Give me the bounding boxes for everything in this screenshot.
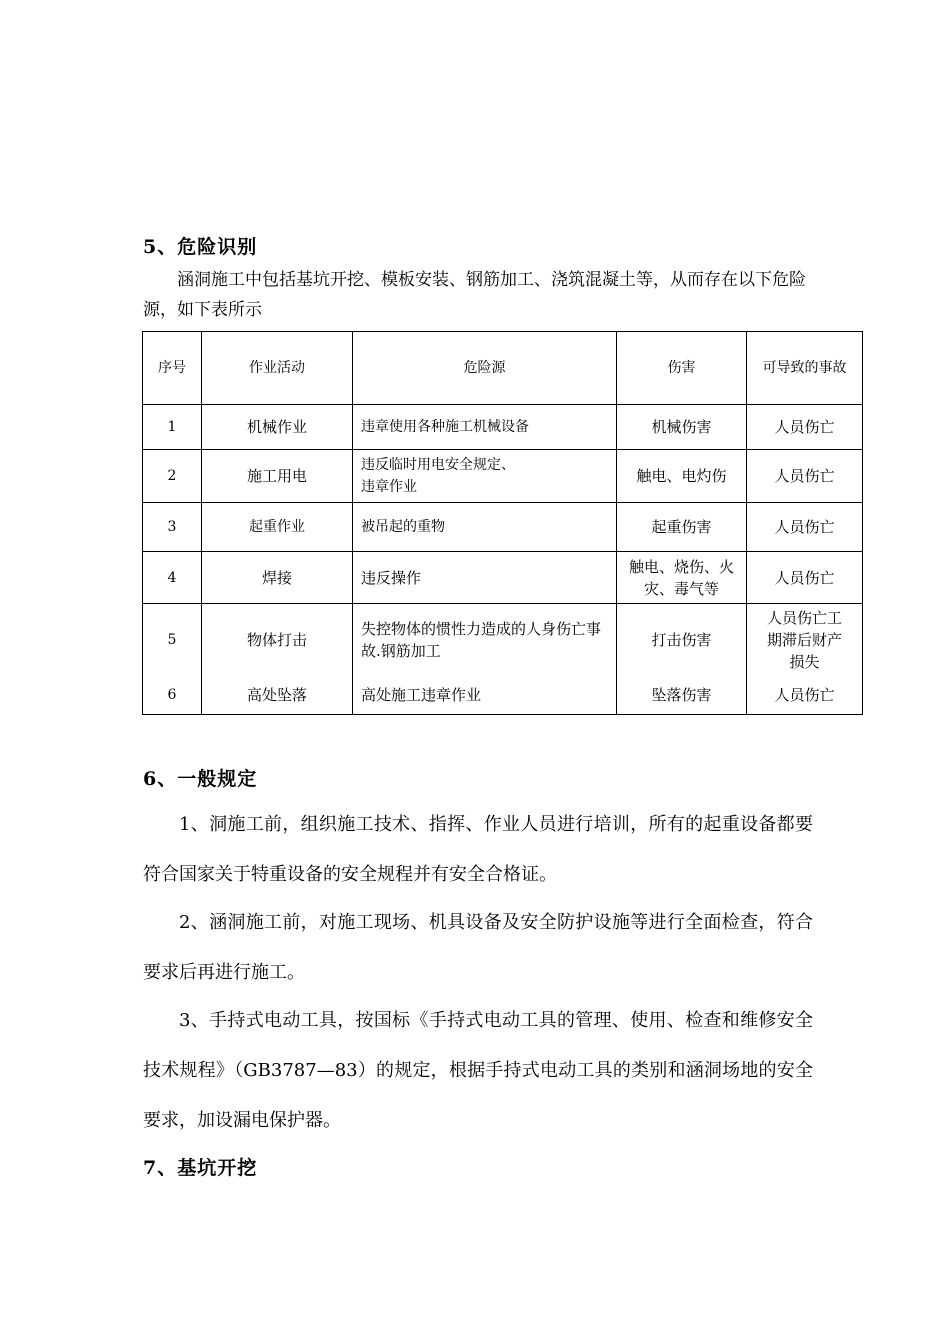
header-accident: 可导致的事故 xyxy=(747,332,863,405)
row-accident: 人员伤亡 xyxy=(747,450,863,503)
row-activity: 起重作业 xyxy=(202,503,353,552)
row-activity: 施工用电 xyxy=(202,450,353,503)
table-row xyxy=(143,677,863,715)
row-activity: 机械作业 xyxy=(202,405,353,450)
hazard-table xyxy=(142,331,863,715)
table-row xyxy=(143,604,863,677)
row-hazard: 失控物体的惯性力造成的人身伤亡事故.钢筋加工 xyxy=(353,604,617,677)
row-no: 4 xyxy=(143,552,202,604)
row-accident: 人员伤亡 xyxy=(747,405,863,450)
section-5-intro: 涵洞施工中包括基坑开挖、模板安装、钢筋加工、浇筑混凝土等，从而存在以下危险源，如下表所示 xyxy=(143,270,806,320)
row-no: 1 xyxy=(143,405,202,450)
row-activity: 物体打击 xyxy=(202,604,353,677)
row-accident: 人员伤亡 xyxy=(747,677,863,715)
row-accident: 人员伤亡 xyxy=(747,552,863,604)
header-injury: 伤害 xyxy=(617,332,747,405)
table-row xyxy=(143,552,863,604)
row-activity: 高处坠落 xyxy=(202,677,353,715)
row-hazard: 违反临时用电安全规定、违章作业 xyxy=(353,450,617,503)
row-no: 3 xyxy=(143,503,202,552)
row-hazard: 违反操作 xyxy=(353,552,617,604)
row-hazard: 被吊起的重物 xyxy=(353,503,617,552)
table-row xyxy=(143,405,863,450)
row-injury: 机械伤害 xyxy=(617,405,747,450)
header-no: 序号 xyxy=(143,332,202,405)
table-header-row xyxy=(143,332,863,405)
table-row xyxy=(143,450,863,503)
section-7-heading: 7、基坑开挖 xyxy=(143,1157,258,1179)
section-6-paragraph-2: 2、涵洞施工前，对施工现场、机具设备及安全防护设施等进行全面检查，符合要求后再进行施工。 xyxy=(143,912,813,983)
row-accident: 人员伤亡 xyxy=(747,503,863,552)
section-6-heading: 6、一般规定 xyxy=(143,768,258,790)
section-6-paragraph-1: 1、洞施工前，组织施工技术、指挥、作业人员进行培训，所有的起重设备都要符合国家关于特重设备的安全规程并有安全合格证。 xyxy=(143,814,813,885)
header-activity: 作业活动 xyxy=(202,332,353,405)
row-hazard: 高处施工违章作业 xyxy=(353,677,617,715)
row-activity: 焊接 xyxy=(202,552,353,604)
header-hazard: 危险源 xyxy=(353,332,617,405)
row-injury: 触电、电灼伤 xyxy=(617,450,747,503)
row-injury: 打击伤害 xyxy=(617,604,747,677)
row-injury: 起重伤害 xyxy=(617,503,747,552)
row-accident: 人员伤亡工期滞后财产损失 xyxy=(747,604,863,677)
table-row xyxy=(143,503,863,552)
row-hazard: 违章使用各种施工机械设备 xyxy=(353,405,617,450)
row-injury: 触电、烧伤、火灾、毒气等 xyxy=(617,552,747,604)
row-injury: 坠落伤害 xyxy=(617,677,747,715)
row-no: 2 xyxy=(143,450,202,503)
section-6-paragraph-3: 3、手持式电动工具，按国标《手持式电动工具的管理、使用、检查和维修安全技术规程》（GB3787—83）的规定，根据手持式电动工具的类别和涵洞场地的安全要求，加设漏电保护器。 xyxy=(143,1010,813,1131)
row-no: 6 xyxy=(143,677,202,715)
row-no: 5 xyxy=(143,604,202,677)
section-5-heading: 5、危险识别 xyxy=(143,236,258,258)
